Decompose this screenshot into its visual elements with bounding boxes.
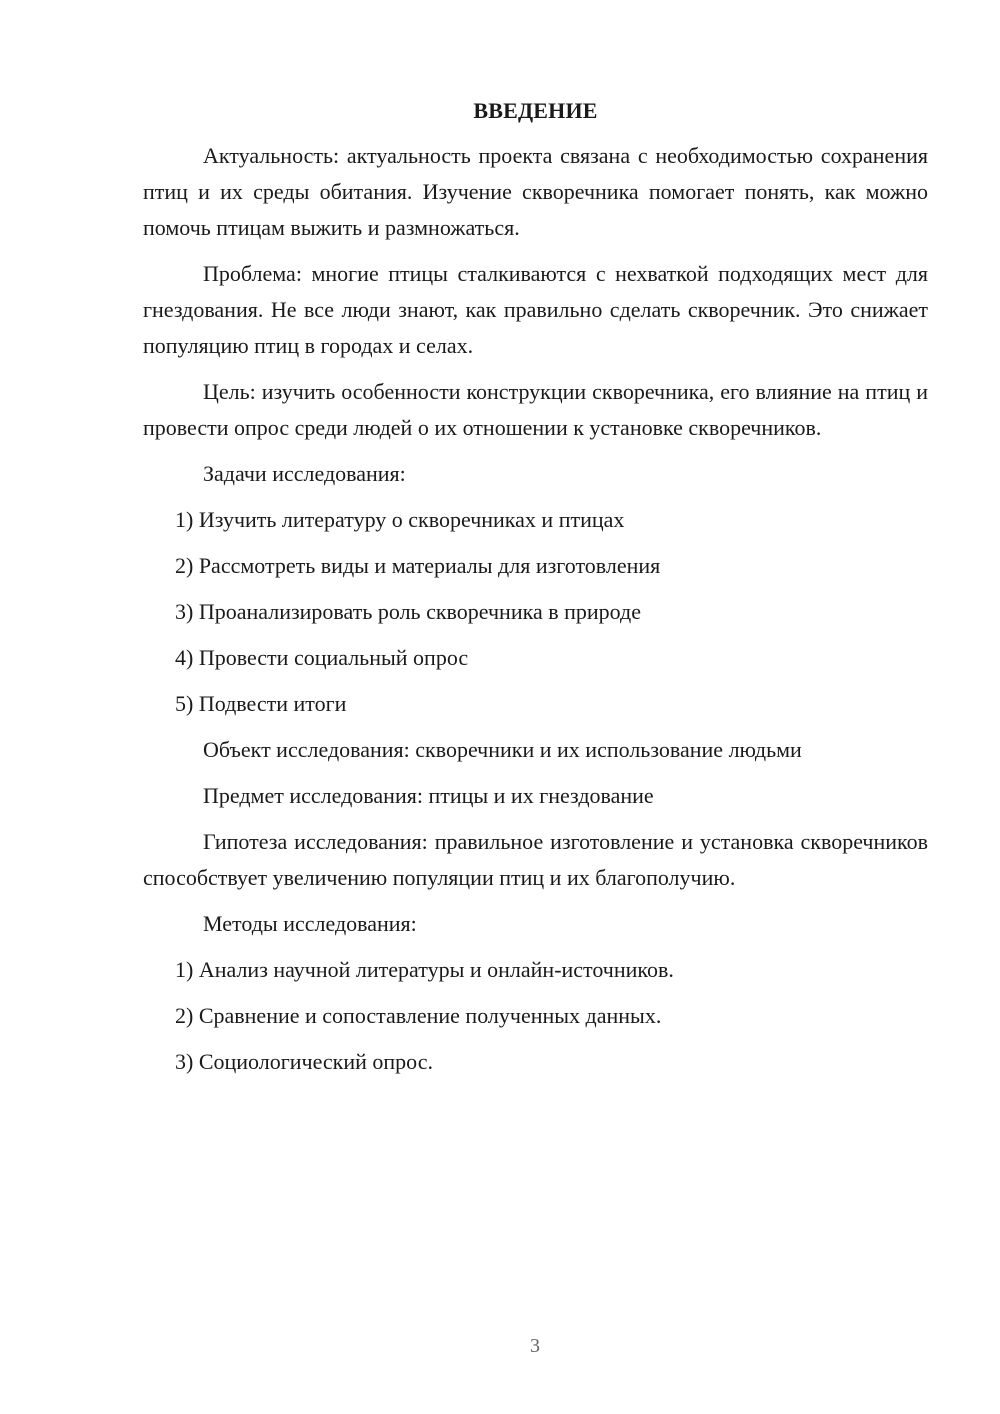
goal-paragraph: Цель: изучить особенности конструкции скворечника, его влияние на птиц и провести опрос среди людей о их отношении к установке скворечников. (143, 379, 928, 440)
methods-heading: Методы исследования: (203, 911, 417, 936)
method-item: 1) Анализ научной литературы и онлайн-источников. (175, 957, 674, 982)
page-number: 3 (530, 1335, 540, 1357)
task-item: 4) Провести социальный опрос (175, 645, 469, 670)
hypothesis-paragraph: Гипотеза исследования: правильное изготовление и установка скворечников способствует увеличению популяции птиц и их благополучию. (143, 829, 928, 890)
task-item: 3) Проанализировать роль скворечника в природе (175, 599, 641, 624)
task-item: 2) Рассмотреть виды и материалы для изготовления (175, 553, 661, 578)
section-title: ВВЕДЕНИЕ (473, 98, 598, 123)
problem-paragraph: Проблема: многие птицы сталкиваются с нехваткой подходящих мест для гнездования. Не все люди знают, как правильно сделать скворечник. Это снижает популяцию птиц в городах и селах. (143, 261, 928, 358)
task-item: 1) Изучить литературу о скворечниках и птицах (175, 507, 625, 532)
method-item: 3) Социологический опрос. (175, 1049, 433, 1074)
relevance-paragraph: Актуальность: актуальность проекта связана с необходимостью сохранения птиц и их среды обитания. Изучение скворечника помогает понять, как можно помочь птицам выжить и размножаться. (143, 143, 928, 240)
tasks-heading: Задачи исследования: (203, 461, 406, 486)
page-content (143, 96, 928, 1090)
task-item: 5) Подвести итоги (175, 691, 347, 716)
research-object: Объект исследования: скворечники и их использование людьми (203, 737, 802, 762)
method-item: 2) Сравнение и сопоставление полученных данных. (175, 1003, 662, 1028)
research-subject: Предмет исследования: птицы и их гнездование (203, 783, 654, 808)
